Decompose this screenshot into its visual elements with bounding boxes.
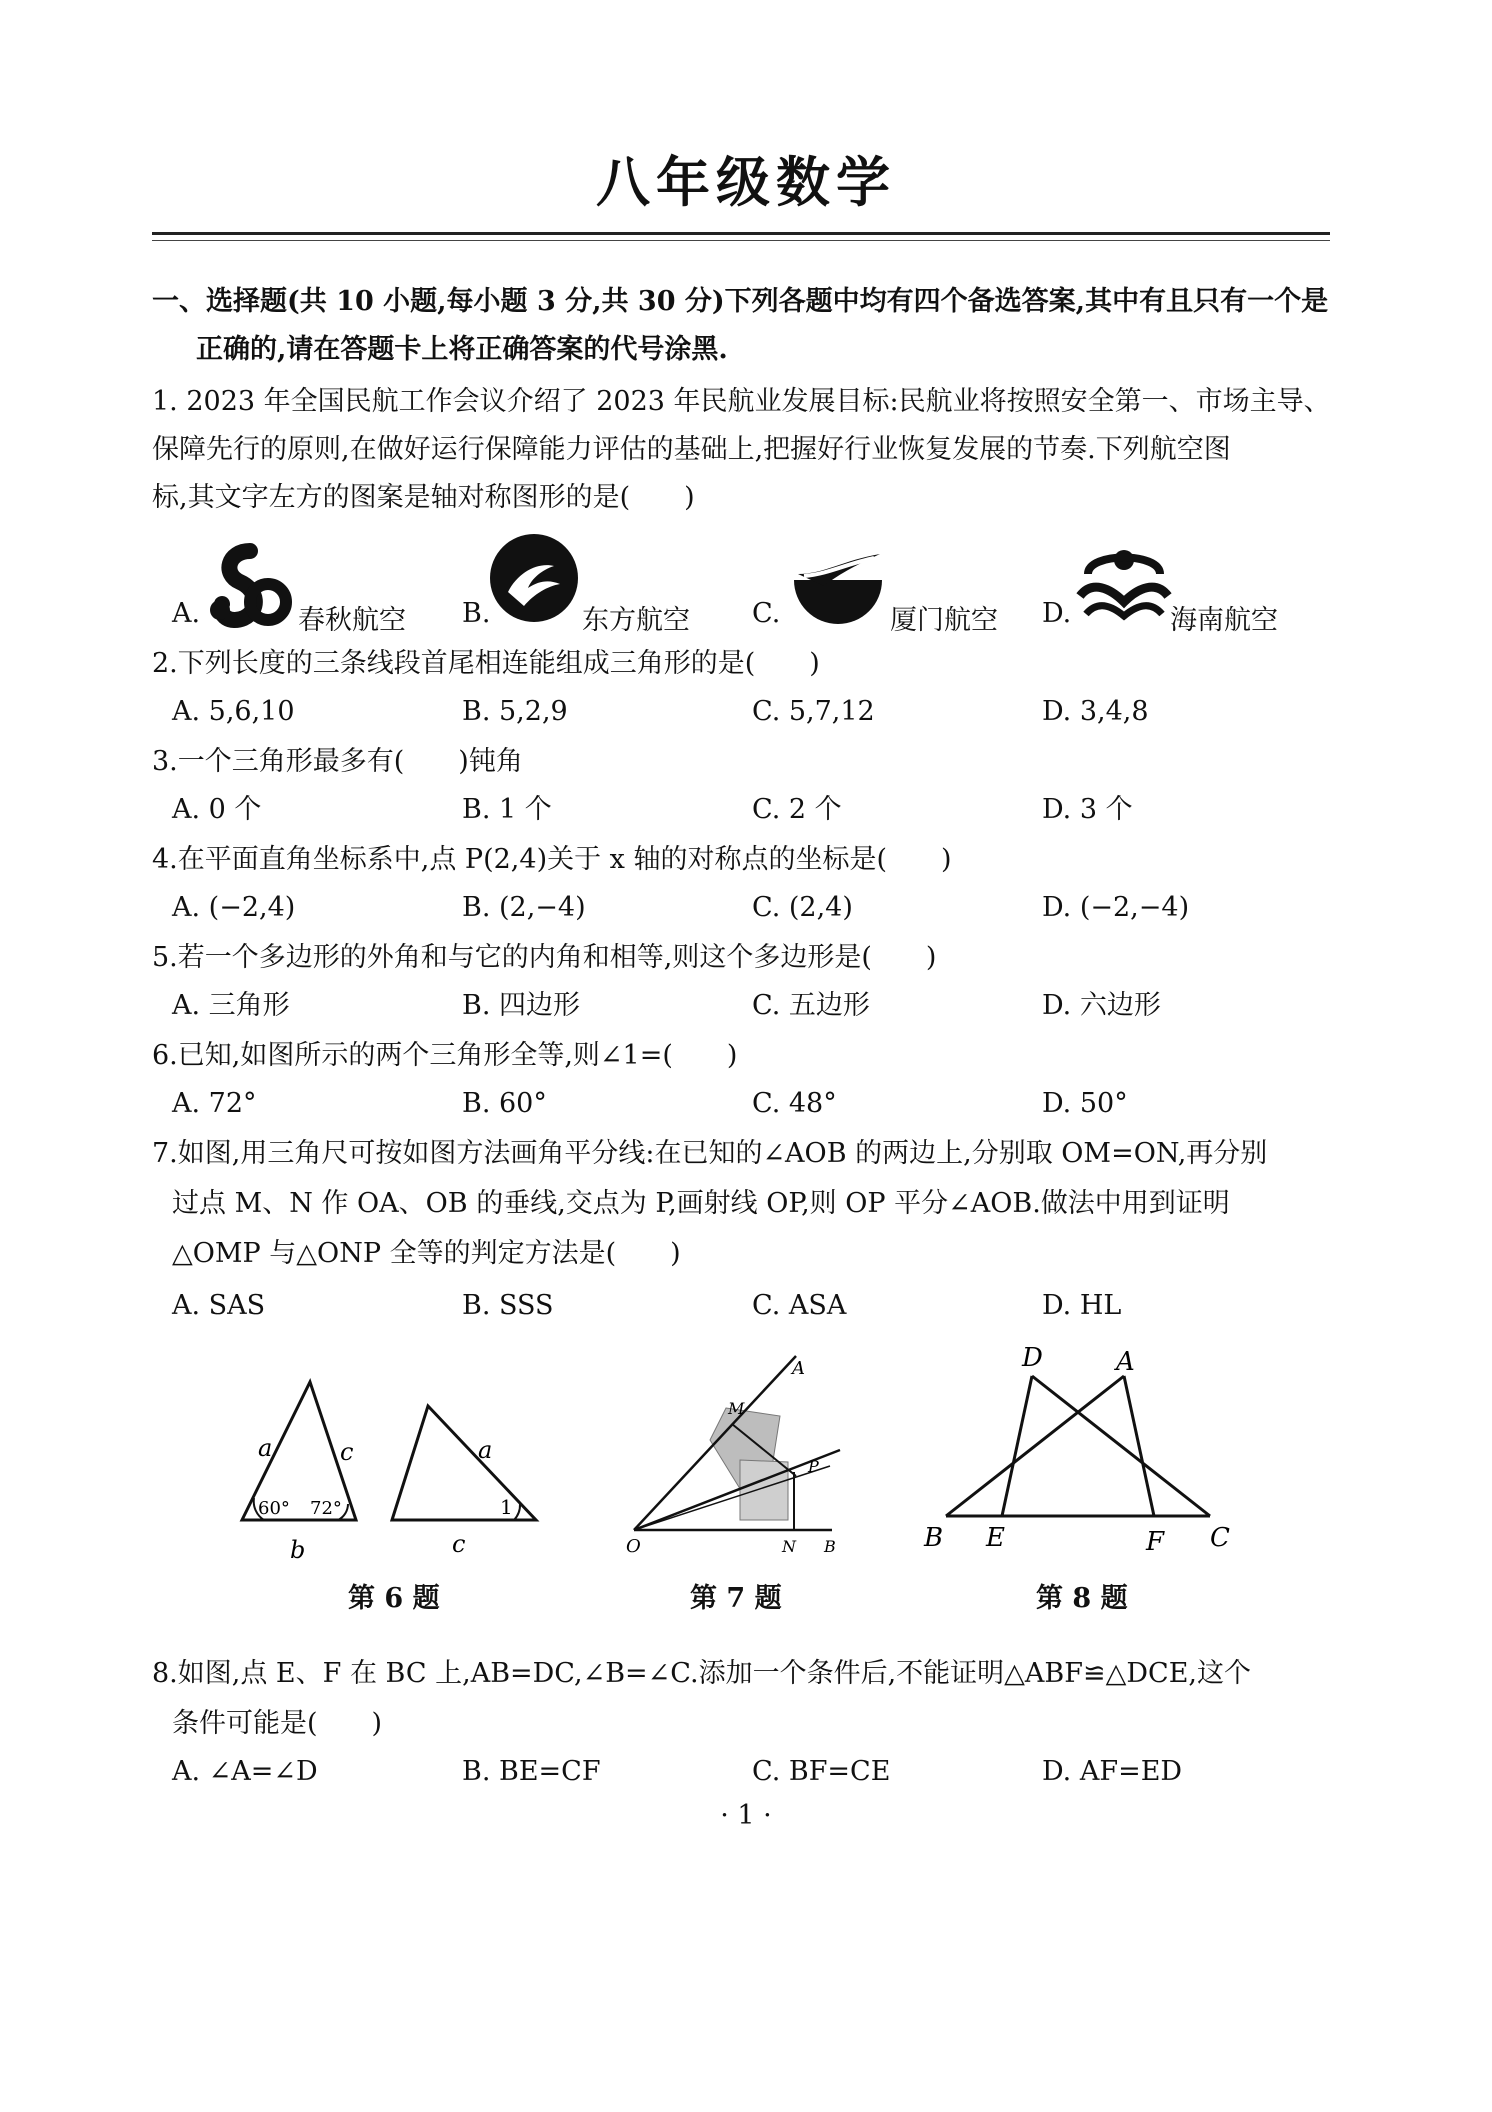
fig6-label-c2: c [452,1530,466,1558]
hainan-airlines-logo-icon [1072,540,1176,630]
q3-option-c: C. 2 个 [752,794,842,825]
fig6-right-triangle [392,1406,536,1520]
q1-option-b-letter: B. [462,598,491,629]
fig8-label-c: C [1210,1523,1230,1553]
fig7-label-a: A [792,1358,805,1379]
q4-option-c: C. (2,4) [752,892,853,923]
section-heading-cont: 正确的,请在答题卡上将正确答案的代号涂黑. [196,334,728,365]
q3-option-a: A. 0 个 [172,794,262,825]
q4-option-b: B. (2,−4) [462,892,586,923]
q6-option-c: C. 48° [752,1088,837,1119]
fig6-angle-60: 60° [258,1498,290,1519]
q1-stem-line3: 标,其文字左方的图案是轴对称图形的是( ) [152,482,695,513]
title-divider-thin [152,240,1330,241]
figure-7 [620,1350,870,1560]
q6-stem: 6.已知,如图所示的两个三角形全等,则∠1=( ) [152,1040,738,1071]
fig7-label-o: O [626,1536,641,1557]
q7-option-c: C. ASA [752,1290,847,1321]
q1-option-a-letter: A. [172,598,201,629]
q5-stem: 5.若一个多边形的外角和与它的内角和相等,则这个多边形是( ) [152,942,937,973]
q1-option-c-name: 厦门航空 [890,605,998,636]
q6-option-a: A. 72° [172,1088,257,1119]
q4-stem: 4.在平面直角坐标系中,点 P(2,4)关于 x 轴的对称点的坐标是( ) [152,844,952,875]
fig6-label-a2: a [478,1436,493,1464]
q5-option-a: A. 三角形 [172,990,290,1021]
fig8-label-d: D [1022,1343,1043,1373]
q7-stem-line3: △OMP 与△ONP 全等的判定方法是( ) [172,1238,681,1269]
q6-option-b: B. 60° [462,1088,547,1119]
q8-option-a: A. ∠A=∠D [172,1756,318,1787]
q7-option-a: A. SAS [172,1290,266,1321]
fig8-caption: 第 8 题 [1036,1583,1128,1614]
q2-option-b: B. 5,2,9 [462,696,568,727]
q2-option-d: D. 3,4,8 [1042,696,1149,727]
q8-stem-line1: 8.如图,点 E、F 在 BC 上,AB=DC,∠B=∠C.添加一个条件后,不能证明△ABF≌△DCE,这个 [152,1658,1251,1689]
fig7-label-n: N [782,1537,796,1556]
q5-option-d: D. 六边形 [1042,990,1161,1021]
q6-option-d: D. 50° [1042,1088,1128,1119]
q7-option-b: B. SSS [462,1290,554,1321]
fig6-angle-72: 72° [310,1498,342,1519]
q3-option-b: B. 1 个 [462,794,552,825]
section-heading: 一、选择题(共 10 小题,每小题 3 分,共 30 分)下列各题中均有四个备选答案,其中有且只有一个是 [152,286,1329,317]
q1-stem-line1: 1. 2023 年全国民航工作会议介绍了 2023 年民航业发展目标:民航业将按照安全第一、市场主导、 [152,386,1331,417]
q2-stem: 2.下列长度的三条线段首尾相连能组成三角形的是( ) [152,648,820,679]
page-number: · 1 · [720,1800,772,1831]
q1-option-d-letter: D. [1042,598,1072,629]
q7-stem-line2: 过点 M、N 作 OA、OB 的垂线,交点为 P,画射线 OP,则 OP 平分∠AOB.做法中用到证明 [172,1188,1230,1219]
fig7-label-m: M [728,1399,745,1418]
q7-option-d: D. HL [1042,1290,1122,1321]
q3-stem: 3.一个三角形最多有( )钝角 [152,746,523,777]
q7-stem-line1: 7.如图,用三角尺可按如图方法画角平分线:在已知的∠AOB 的两边上,分别取 OM=ON,再分别 [152,1138,1268,1169]
fig7-caption: 第 7 题 [690,1583,782,1614]
q2-option-c: C. 5,7,12 [752,696,875,727]
figure-6 [230,1370,560,1570]
q1-stem-line2: 保障先行的原则,在做好运行保障能力评估的基础上,把握好行业恢复发展的节奏.下列航空图 [152,434,1231,465]
q1-option-b-name: 东方航空 [582,605,690,636]
spring-airlines-logo-icon [200,536,300,636]
xiamen-airlines-logo-icon [784,530,896,630]
fig8-label-b: B [924,1523,944,1553]
q5-option-b: B. 四边形 [462,990,581,1021]
fig6-label-1: 1 [500,1495,513,1519]
fig8-label-f: F [1146,1527,1165,1557]
title-divider [152,232,1330,235]
fig8-label-a: A [1116,1347,1135,1377]
q1-option-c-letter: C. [752,598,781,629]
q5-option-c: C. 五边形 [752,990,870,1021]
fig6-caption: 第 6 题 [348,1583,440,1614]
q2-option-a: A. 5,6,10 [172,696,295,727]
fig7-label-b: B [824,1537,836,1556]
fig7-label-p: P [808,1457,819,1476]
q4-option-d: D. (−2,−4) [1042,892,1190,923]
china-eastern-logo-icon [488,532,580,624]
q8-option-c: C. BF=CE [752,1756,891,1787]
fig6-label-a: a [258,1434,273,1462]
q3-option-d: D. 3 个 [1042,794,1133,825]
fig8-label-e: E [986,1523,1005,1553]
q8-option-b: B. BE=CF [462,1756,601,1787]
fig6-label-b: b [290,1536,306,1564]
q8-stem-line2: 条件可能是( ) [172,1708,383,1739]
figure-8 [910,1340,1250,1570]
q8-option-d: D. AF=ED [1042,1756,1183,1787]
q1-option-d-name: 海南航空 [1170,605,1278,636]
q1-option-a-name: 春秋航空 [298,605,406,636]
q4-option-a: A. (−2,4) [172,892,296,923]
fig6-label-c: c [340,1438,354,1466]
page-title: 八年级数学 [596,150,896,214]
